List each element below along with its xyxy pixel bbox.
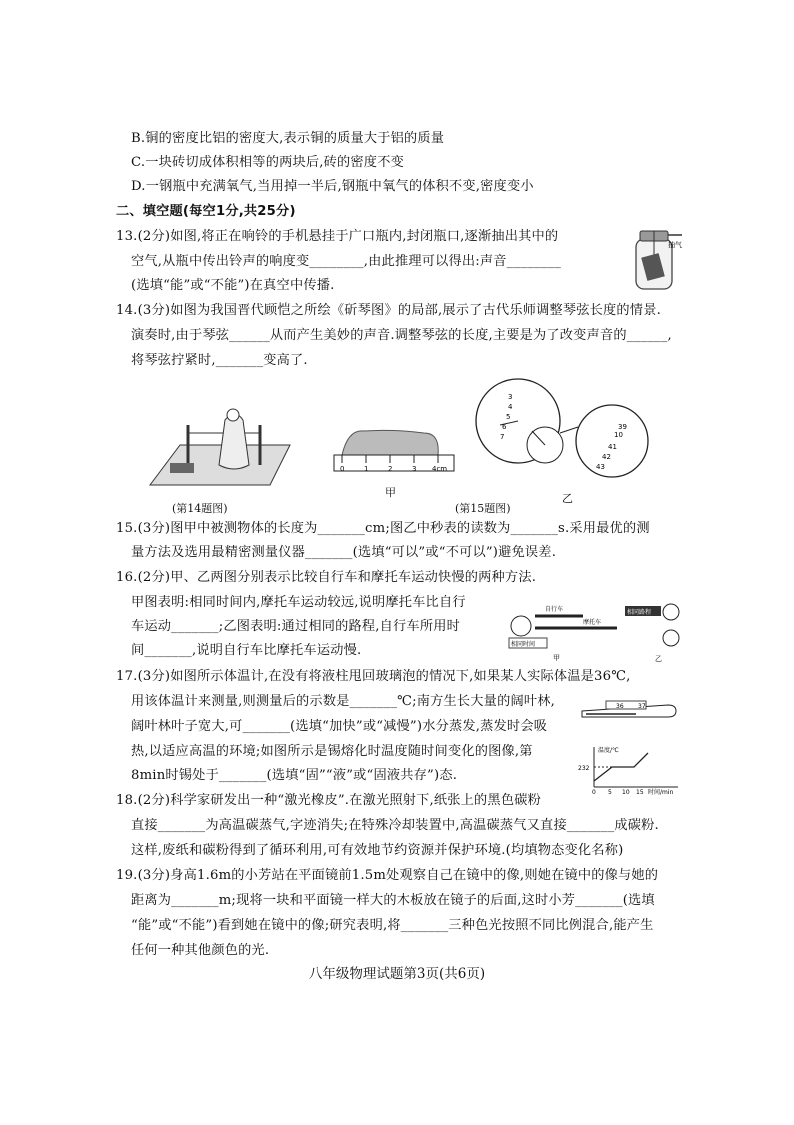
- page-footer: 八年级物理试题第3页(共6页): [308, 966, 486, 982]
- q16-bike-label: 自行车: [545, 606, 564, 613]
- ruler-tick-1: 1: [364, 465, 369, 473]
- q13-line1: 13.(2分)如图,将正在响铃的手机悬挂于广口瓶内,封闭瓶口,逐渐抽出其中的: [116, 229, 559, 244]
- thermo-36: 36: [616, 703, 624, 710]
- q14-painting-figure: [140, 405, 300, 490]
- stopwatch-4: 4: [508, 403, 513, 411]
- jia-label: 甲: [385, 486, 396, 499]
- q17-line5: 8min时锡处于_______(选填“固”“液”或“固液共存”)态.: [131, 768, 458, 783]
- zoom-10: 10: [614, 431, 623, 439]
- zoom-39: 39: [618, 423, 627, 431]
- ruler-tick-3: 3: [412, 465, 417, 473]
- option-d: D.一钢瓶中充满氧气,当用掉一半后,钢瓶中氧气的体积不变,密度变小: [131, 179, 534, 194]
- q13-jar-figure: [622, 225, 684, 293]
- ruler-tick-4: 4cm: [432, 465, 448, 473]
- q17-melting-graph: [578, 743, 683, 795]
- option-b: B.铜的密度比铝的密度大,表示铜的质量大于铝的质量: [131, 131, 445, 146]
- q16-line3: 车运动_______;乙图表明:通过相同的路程,自行车所用时: [131, 619, 460, 634]
- yi-label: 乙: [562, 492, 573, 505]
- graph-x15: 15: [636, 789, 644, 795]
- q16-line2: 甲图表明:相同时间内,摩托车运动较远,说明摩托车比自行: [131, 595, 466, 610]
- fig15-caption: (第15题图): [455, 502, 511, 515]
- graph-xlabel: 时间/min: [648, 789, 674, 795]
- q15-stopwatch-figure: [470, 375, 650, 490]
- stopwatch-6: 6: [502, 423, 507, 431]
- q14-line3: 将琴弦拧紧时,_______变高了.: [131, 353, 308, 368]
- q17-line3: 阔叶林叶子宽大,可_______(选填“加快”或“减慢”)水分蒸发,蒸发时会吸: [131, 719, 548, 734]
- pump-label: 抽气: [668, 241, 682, 249]
- q18-line2: 直接_______为高温碳蒸气,字迹消失;在特殊冷却装置中,高温碳蒸气又直接_______成碳粉.: [131, 818, 659, 833]
- q19-line4: 任何一种其他颜色的光.: [131, 943, 270, 958]
- q16-yi: 乙: [655, 655, 662, 663]
- section-heading: 二、填空题(每空1分,共25分): [116, 204, 296, 219]
- q16-jia: 甲: [553, 654, 560, 662]
- q15-line1: 15.(3分)图甲中被测物体的长度为_______cm;图乙中秒表的读数为_______s.采用最优的测: [116, 521, 650, 536]
- q18-line1: 18.(2分)科学家研发出一种“激光橡皮”.在激光照射下,纸张上的黑色碳粉: [116, 793, 541, 808]
- q19-line2: 距离为_______m;现将一块和平面镜一样大的木板放在镜子的后面,这时小芳_______(选填: [131, 893, 655, 908]
- fig14-caption: (第14题图): [172, 502, 228, 515]
- zoom-42: 42: [602, 453, 611, 461]
- q16-line1: 16.(2分)甲、乙两图分别表示比较自行车和摩托车运动快慢的两种方法.: [116, 570, 537, 585]
- stopwatch-7: 7: [500, 433, 505, 441]
- q15-ruler-figure: [330, 425, 460, 480]
- q13-line2: 空气,从瓶中传出铃声的响度变________,由此推理可以得出:声音________: [131, 254, 562, 269]
- q13-line3: (选填“能”或“不能”)在真空中传播.: [131, 278, 335, 293]
- ruler-tick-0: 0: [340, 465, 345, 473]
- ruler-tick-2: 2: [388, 465, 393, 473]
- q17-thermometer-figure: [580, 697, 680, 729]
- q16-motion-figure: [505, 594, 680, 664]
- graph-x0: 0: [592, 789, 596, 795]
- option-c: C.一块砖切成体积相等的两块后,砖的密度不变: [131, 155, 404, 170]
- graph-x10: 10: [622, 789, 630, 795]
- q17-line1: 17.(3分)如图所示体温计,在没有将液柱甩回玻璃泡的情况下,如果某人实际体温是36℃,: [116, 669, 631, 684]
- q14-line1: 14.(3分)如图为我国晋代顾恺之所绘《斫琴图》的局部,展示了古代乐师调整琴弦长度的情景.: [116, 303, 661, 318]
- q16-same-path: 相同路程: [627, 609, 652, 616]
- q16-same-time: 相同时间: [511, 641, 536, 648]
- q15-line2: 量方法及选用最精密测量仪器_______(选填“可以”或“不可以”)避免误差.: [131, 545, 557, 560]
- zoom-41: 41: [608, 443, 617, 451]
- q18-line3: 这样,废纸和碳粉得到了循环利用,可有效地节约资源并保护环境.(均填物态变化名称): [131, 843, 624, 858]
- graph-x5: 5: [608, 789, 612, 795]
- stopwatch-3: 3: [508, 393, 513, 401]
- stopwatch-5: 5: [506, 413, 511, 421]
- zoom-43: 43: [596, 463, 605, 471]
- q17-line2: 用该体温计来测量,则测量后的示数是_______℃;南方生长大量的阔叶林,: [131, 694, 556, 709]
- thermo-37: 37: [638, 703, 646, 710]
- q19-line3: “能”或“不能”)看到她在镜中的像;研究表明,将_______三种色光按照不同比例混合,能产生: [131, 918, 654, 933]
- q19-line1: 19.(3分)身高1.6m的小芳站在平面镜前1.5m处观察自己在镜中的像,则她在镜中的像与她的: [116, 868, 659, 883]
- q16-line4: 间_______,说明自行车比摩托车运动慢.: [131, 643, 362, 658]
- graph-232: 232: [578, 765, 590, 772]
- q17-line4: 热,以适应高温的环境;如图所示是锡熔化时温度随时间变化的图像,第: [131, 744, 533, 759]
- q16-moto-label: 摩托车: [583, 619, 602, 626]
- graph-ylabel: 温度/℃: [598, 747, 619, 754]
- q14-line2: 演奏时,由于琴弦______从而产生美妙的声音.调整琴弦的长度,主要是为了改变声音的______,: [131, 328, 672, 343]
